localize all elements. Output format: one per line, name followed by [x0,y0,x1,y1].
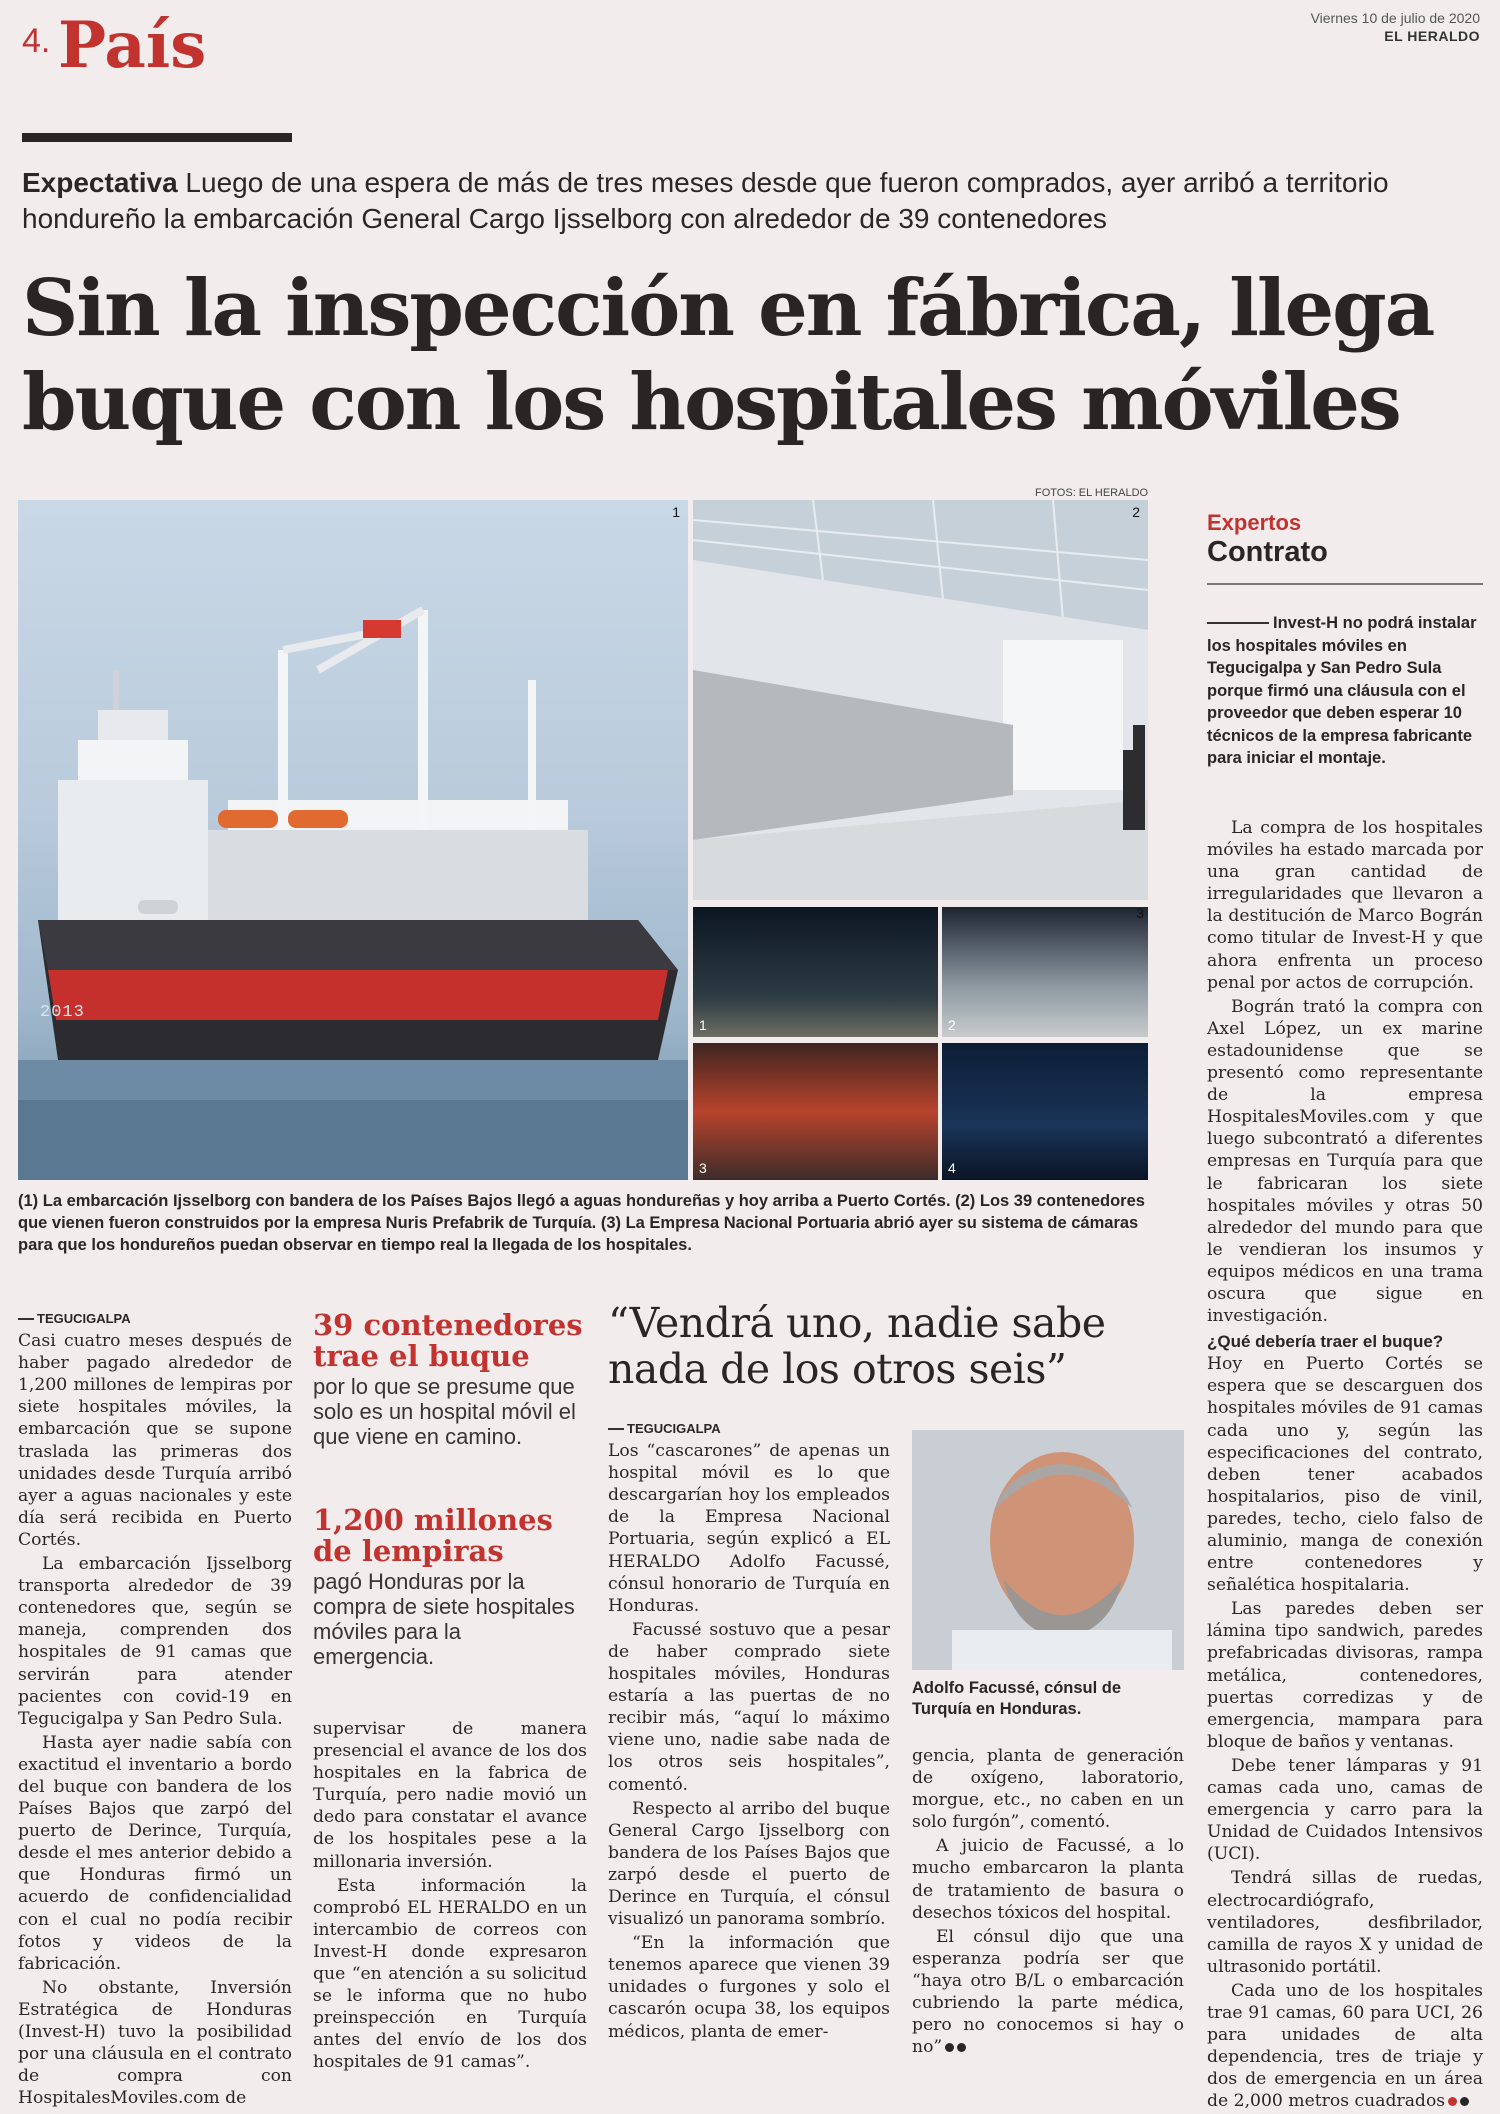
sidebar-paragraph: Tendrá sillas de ruedas, electrocardiógrafo, ventiladores, desfibrilador, camilla de rayos X y unidad de ultrasonido portátil. [1207,1868,1483,1977]
callout-figure: 39 contenedores trae el buque [313,1308,583,1373]
thumb-label: 4 [948,1160,956,1176]
photo-number: 3 [1136,907,1144,921]
kicker-label: Expectativa [22,167,178,198]
dateline [608,1418,890,1440]
portrait-caption: Adolfo Facussé, cónsul de Turquía en Honduras. [912,1679,1122,1718]
thumb-label: 2 [948,1017,956,1033]
article-paragraph: Los “cascarones” de apenas un hospital móvil es lo que descargarían hoy los empleados de la Empresa Nacional Portuaria, según explicó a EL HERALDO Adolfo Facussé, cónsul honorario de Turquía en Honduras. [608,1441,890,1616]
gallery-thumb-hangar [942,907,1148,1037]
article-paragraph [912,1926,1184,2059]
article-paragraph: No obstante, Inversión Estratégica de Honduras (Invest-H) tuvo la posibilidad por una cláusula en el contrato de compra con HospitalesMoviles.com de [18,1977,292,2109]
dateline-text: TEGUCIGALPA [627,1421,721,1436]
sidebar-lead [1207,612,1483,770]
sidebar-paragraph: Bográn trató la compra con Axel López, un ex marine estadounidense que se presentó como representante de la empresa HospitalesMoviles.com y que luego subcontrató a diferentes empresas en Turquía para que le fabricaran los siete hospitales móviles y otras 50 alrededor del mundo para que le vendieran los insumos y equipos médicos en una trama oscura que sigue en investigación. [1207,996,1483,1327]
article-paragraph: gencia, planta de generación de oxígeno, laboratorio, morgue, etc., no caben en un solo furgón”, comentó. [912,1746,1184,1833]
end-mark-icon [1460,2097,1469,2106]
article-column-3 [608,1418,890,2045]
sidebar-paragraph [1207,1980,1483,2113]
gallery-thumb-port-night [693,907,938,1037]
article-paragraph: Respecto al arribo del buque General Cargo Ijsselborg con bandera de los Países Bajos que zarpó desde el puerto de Derince en Turquía, el cónsul visualizó un panorama sombrío. [608,1798,890,1930]
callout-text: por lo que se presume que solo es un hospital móvil el que viene en camino. [313,1374,576,1449]
sidebar-paragraph: La compra de los hospitales móviles ha estado marcada por una gran cantidad de irregularidades que llevaron a la destitución de Marco Bográn como titular de Invest-H y que ahora enfrenta un proceso penal por actos de corrupción. [1207,818,1483,993]
issue-date: Viernes 10 de julio de 2020 [1310,10,1480,26]
page-number: 4. [22,22,51,60]
dateline-text: TEGUCIGALPA [37,1311,131,1326]
article-paragraph: Hasta ayer nadie sabía con exactitud el inventario a bordo del buque con bandera de los Países Bajos que zarpó del puerto de Derince, Turquía, desde el mes anterior debido a que Honduras firmó un acuerdo de confidencialidad con el cual no podía recibir fotos y videos de la fabricación. [18,1732,292,1974]
article-column-2 [313,1718,587,2076]
sidebar-kicker: Expertos [1207,510,1302,535]
kicker [22,165,1482,237]
dateline [18,1308,292,1330]
sidebar-title: Contrato [1207,536,1328,568]
sidebar-paragraph: Las paredes deben ser lámina tipo sandwich, paredes prefabricadas divisoras, rampa metálica, contenedores, puertas corredizas y de emergencia, mampara para bloque de baños y ventanas. [1207,1599,1483,1752]
sidebar-rule [1207,583,1483,585]
sidebar-paragraph: Hoy en Puerto Cortés se espera que se descarguen dos hospitales móviles de 91 camas cada uno y, según las especificaciones del contrato, deben tener acabados hospitalarios, piso de vinil, paredes, techo, cielo falso de aluminio, manga de conexión entre contenedores y señalética hospitalaria. [1207,1354,1483,1596]
article-paragraph: Facussé sostuvo que a pesar de haber comprado siete hospitales móviles, Honduras estaría a las puertas de no recibir más, “aquí lo máximo viene uno, nadie sabe nada de los otros seis hospitales”, comentó. [608,1619,890,1795]
photo-number: 2 [1132,504,1140,520]
photo-caption: (1) La embarcación Ijsselborg con bandera de los Países Bajos llegó a aguas hondureñas y hoy arriba a Puerto Cortés. (2) Los 39 contenedores que vienen fueron construidos por la empresa Nuris Prefabrik de Turquía. (3) La Empresa Nacional Portuaria abrió ayer su sistema de cámaras para que los hondureños puedan observar en tiempo real la llegada de los hospitales. [18,1192,1145,1254]
end-mark-icon [945,2043,954,2052]
photo-number: 1 [672,504,680,520]
article-paragraph: supervisar de manera presencial el avance de los dos hospitales en la fabrica de Turquía, pero nadie movió un dedo para constatar el avance de los hospitales pese a la millonaria inversión. [313,1719,587,1872]
article-paragraph: “En la información que tenemos aparece que vienen 39 unidades o furgones y solo el cascarón ocupa 38, los equipos médicos, planta de emer- [608,1933,890,2042]
ship-photo [18,500,688,1180]
section-title: País [58,8,207,83]
article-paragraph: La embarcación Ijsselborg transporta alrededor de 39 contenedores que, según se maneja, comprenden dos hospitales de 91 camas que servirán para atender pacientes con covid-19 en Tegucigalpa y San Pedro Sula. [18,1554,292,1729]
sidebar-lead-text: Invest-H no podrá instalar los hospitales móviles en Tegucigalpa y San Pedro Sula porque firmó una cláusula con el proveedor que deben esperar 10 técnicos de la empresa fabricante para iniciar el montaje. [1207,614,1477,767]
gallery-thumb-coast-night [942,1043,1148,1180]
callout-figure: 1,200 millones de lempiras [313,1503,553,1568]
hangar-illustration [693,500,1148,900]
sidebar-last-text: Cada uno de los hospitales trae 91 camas, 60 para UCI, 26 para unidades de alta dependencia, tres de triaje y dos de emergencia en un área de 2,000 metros cuadrados [1207,1980,1483,2112]
end-mark-icon [957,2043,966,2052]
photo-year-tag: 2013 [40,1003,85,1022]
article-paragraph: A juicio de Facussé, a lo mucho embarcaron la planta de tratamiento de basura o desechos tóxicos del hospital. [912,1836,1184,1923]
newspaper-name: EL HERALDO [1384,28,1480,44]
photo-credit: FOTOS: EL HERALDO [1035,487,1149,499]
sidebar-body [1207,817,1483,2114]
gallery-thumb-cranes [693,1043,938,1180]
callout-containers [313,1310,585,1449]
article-column-4 [912,1745,1184,2060]
article-last-text: El cónsul dijo que una esperanza podría ser que “haya otro B/L o embarcación cubriendo la parte médica, pero no conocemos si hay o no” [912,1926,1184,2058]
consul-portrait [912,1430,1184,1670]
headline: Sin la inspección en fábrica, llega buque con los hospitales móviles [22,263,1434,448]
callout-lempiras [313,1505,585,1669]
article-paragraph: Casi cuatro meses después de haber pagado alrededor de 1,200 millones de lempiras por siete hospitales móviles, la embarcación que se supone traslada las primeras dos unidades desde Turquía arribó ayer a aguas nacionales y este día será recibida en Puerto Cortés. [18,1331,292,1550]
article-column-1 [18,1308,292,2111]
hangar-photo [693,500,1148,900]
callout-text: pagó Honduras por la compra de siete hospitales móviles para la emergencia. [313,1569,575,1669]
sidebar-subhead: ¿Qué debería traer el buque? [1207,1332,1444,1352]
thumb-label: 3 [699,1160,707,1176]
sidebar-paragraph: Debe tener lámparas y 91 camas cada uno, camas de emergencia y carro para la Unidad de Cuidados Intensivos (UCI). [1207,1755,1483,1865]
article-paragraph: Esta información la comprobó EL HERALDO en un intercambio de correos con Invest-H donde expresaron que “en atención a su solicitud se le informa que no hubo preinspección en Turquía antes del envío de los dos hospitales de 91 camas”. [313,1875,587,2073]
ship-illustration [18,500,688,1180]
kicker-text: Luego de una espera de más de tres meses desde que fueron comprados, ayer arribó a territorio hondureño la embarcación General Cargo Ijsselborg con alrededor de 39 contenedores [22,167,1389,234]
thumb-label: 1 [699,1017,707,1033]
portrait-illustration [912,1430,1184,1670]
pull-quote: “Vendrá uno, nadie sabe nada de los otros seis” [608,1299,1106,1393]
end-mark-icon [1448,2097,1457,2106]
header-rule [22,133,292,142]
